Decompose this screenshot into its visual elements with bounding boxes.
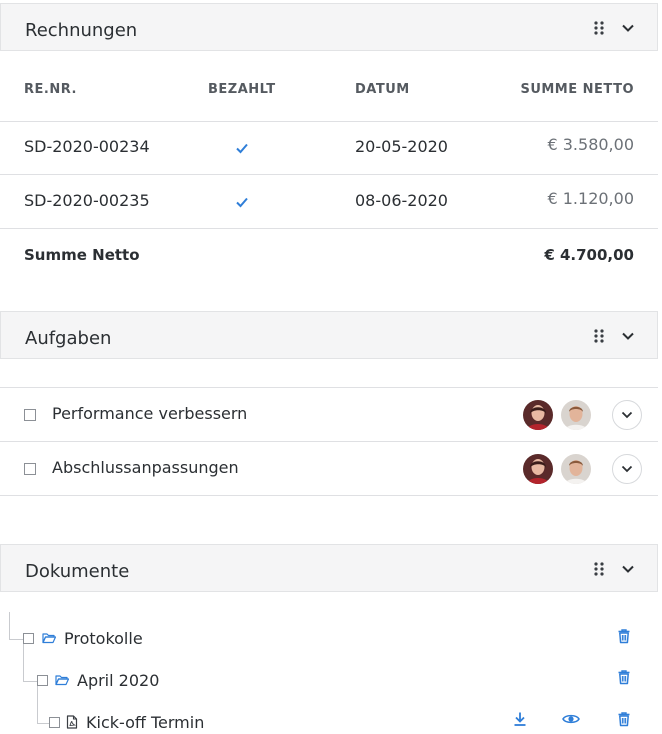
tree-item-label[interactable]: Protokolle	[64, 629, 143, 648]
check-icon	[235, 196, 249, 208]
list-divider	[0, 387, 658, 388]
avatar	[523, 400, 553, 430]
invoice-number[interactable]: SD-2020-00234	[24, 137, 150, 156]
drag-handle-icon[interactable]	[593, 20, 605, 36]
drag-handle-icon[interactable]	[593, 328, 605, 344]
eye-icon[interactable]	[562, 711, 580, 727]
chevron-down-icon[interactable]	[621, 21, 635, 35]
tree-item-label[interactable]: April 2020	[77, 671, 160, 690]
tree-checkbox[interactable]	[37, 675, 48, 686]
invoices-panel-header	[0, 3, 658, 51]
expand-task-button[interactable]	[612, 454, 642, 484]
task-label: Performance verbessern	[52, 404, 248, 423]
task-checkbox[interactable]	[24, 463, 36, 475]
avatar	[523, 454, 553, 484]
tree-connector	[37, 686, 38, 724]
chevron-down-icon[interactable]	[621, 329, 635, 343]
task-label: Abschlussanpassungen	[52, 458, 239, 477]
tree-connector	[9, 612, 10, 640]
tree-connector	[9, 639, 23, 640]
invoice-number[interactable]: SD-2020-00235	[24, 191, 150, 210]
table-divider	[0, 174, 658, 175]
avatar	[561, 454, 591, 484]
avatar	[561, 400, 591, 430]
column-header-paid[interactable]: BEZAHLT	[208, 82, 276, 97]
pdf-file-icon	[66, 715, 78, 729]
invoice-date: 20-05-2020	[355, 137, 448, 156]
tasks-panel-header	[0, 311, 658, 359]
invoice-date: 08-06-2020	[355, 191, 448, 210]
total-value: € 4.700,00	[544, 246, 634, 264]
invoice-amount: € 3.580,00	[547, 135, 634, 154]
invoices-panel-title: Rechnungen	[25, 20, 138, 41]
list-divider	[0, 441, 658, 442]
tasks-panel-title: Aufgaben	[25, 328, 112, 349]
total-label: Summe Netto	[24, 246, 140, 264]
expand-task-button[interactable]	[612, 400, 642, 430]
trash-icon[interactable]	[616, 628, 632, 644]
column-header-number[interactable]: RE.NR.	[24, 82, 77, 97]
tree-checkbox[interactable]	[23, 633, 34, 644]
check-icon	[235, 142, 249, 154]
folder-open-icon	[42, 632, 56, 644]
folder-open-icon	[55, 674, 69, 686]
column-header-date[interactable]: DATUM	[355, 82, 410, 97]
tree-item-label[interactable]: Kick-off Termin	[86, 713, 205, 732]
drag-handle-icon[interactable]	[593, 561, 605, 577]
documents-panel-header	[0, 544, 658, 592]
download-icon[interactable]	[512, 711, 528, 727]
task-checkbox[interactable]	[24, 409, 36, 421]
tree-checkbox[interactable]	[49, 717, 60, 728]
column-header-amount[interactable]: SUMME NETTO	[520, 82, 634, 97]
trash-icon[interactable]	[616, 669, 632, 685]
trash-icon[interactable]	[616, 711, 632, 727]
documents-panel-title: Dokumente	[25, 561, 130, 582]
chevron-down-icon	[621, 464, 633, 474]
table-divider	[0, 228, 658, 229]
chevron-down-icon[interactable]	[621, 562, 635, 576]
tree-connector	[23, 681, 37, 682]
table-divider	[0, 121, 658, 122]
tree-connector	[23, 644, 24, 682]
tree-connector	[37, 723, 49, 724]
invoice-amount: € 1.120,00	[547, 189, 634, 208]
list-divider	[0, 495, 658, 496]
chevron-down-icon	[621, 410, 633, 420]
